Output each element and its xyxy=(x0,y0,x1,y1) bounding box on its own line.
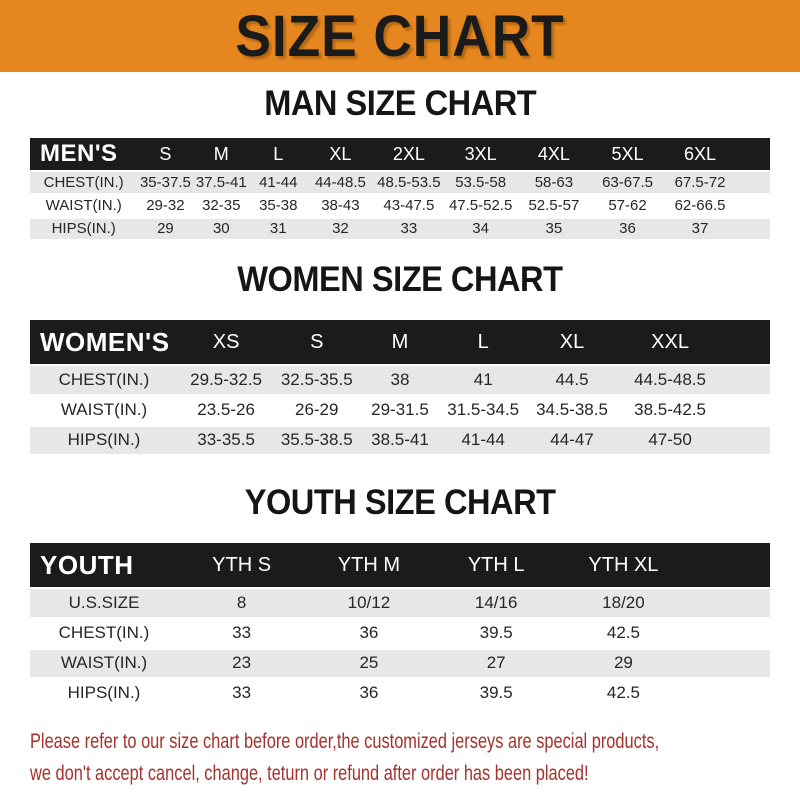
cell-filler xyxy=(687,678,770,708)
banner xyxy=(0,0,800,72)
column-header: S xyxy=(274,320,359,365)
row-label: U.S.SIZE xyxy=(68,592,140,612)
row-label: HIPS(IN.) xyxy=(67,430,141,449)
column-header: YTH L xyxy=(433,543,560,588)
row-label: WAIST(IN.) xyxy=(60,400,148,419)
header-filler xyxy=(687,543,770,588)
table-cell: 35-38 xyxy=(259,197,298,214)
youth-size-table-host xyxy=(30,543,770,710)
table-cell: 41-44 xyxy=(259,173,298,191)
size-table xyxy=(30,138,770,242)
table-row xyxy=(30,395,770,425)
table-cell: 32.5-35.5 xyxy=(280,369,353,389)
table-header-row xyxy=(30,320,770,365)
cell-filler xyxy=(687,648,770,678)
table-cell: 14/16 xyxy=(474,592,518,612)
table-cell: 52.5-57 xyxy=(528,197,580,214)
table-cell: 38-43 xyxy=(321,197,360,214)
table-cell: 26-29 xyxy=(294,400,339,419)
table-cell: 32-35 xyxy=(202,197,241,214)
table-cell: 35-37.5 xyxy=(139,173,191,191)
table-row xyxy=(30,648,770,678)
column-header: YTH XL xyxy=(560,543,687,588)
column-header: M xyxy=(359,320,440,365)
men-section-heading-text: MAN SIZE CHART xyxy=(264,84,536,123)
column-header: 4XL xyxy=(517,138,591,171)
column-header: XL xyxy=(307,138,373,171)
table-cell: 33 xyxy=(400,220,418,237)
row-label: HIPS(IN.) xyxy=(67,683,141,702)
table-cell: 42.5 xyxy=(606,683,640,702)
table-cell: 41 xyxy=(473,369,493,389)
column-header: S xyxy=(137,138,193,171)
table-cell: 38 xyxy=(390,369,410,389)
size-table xyxy=(30,320,770,457)
table-cell: 33 xyxy=(232,623,252,642)
row-label: CHEST(IN.) xyxy=(43,173,124,191)
table-cell: 29 xyxy=(157,220,174,237)
table-cell: 32 xyxy=(332,220,349,237)
cell-filler xyxy=(736,194,770,217)
table-cell: 44-48.5 xyxy=(314,173,366,191)
column-header: L xyxy=(249,138,307,171)
table-cell: 36 xyxy=(359,683,379,702)
youth-section-heading xyxy=(0,483,800,523)
table-cell: 47-50 xyxy=(648,430,692,449)
table-cell: 23.5-26 xyxy=(197,400,255,419)
row-label: WAIST(IN.) xyxy=(60,653,148,672)
table-cell: 31.5-34.5 xyxy=(447,400,520,419)
size-table xyxy=(30,543,770,710)
table-cell: 63-67.5 xyxy=(602,173,653,191)
table-cell: 33 xyxy=(232,683,252,702)
table-corner-label: WOMEN'S xyxy=(30,320,178,365)
column-header: 2XL xyxy=(373,138,444,171)
table-row xyxy=(30,365,770,395)
column-header: M xyxy=(194,138,250,171)
table-cell: 10/12 xyxy=(347,592,391,612)
table-cell: 39.5 xyxy=(479,623,513,642)
table-cell: 29.5-32.5 xyxy=(190,369,263,389)
table-cell: 23 xyxy=(232,653,252,672)
youth-section-heading-text: YOUTH SIZE CHART xyxy=(244,483,556,522)
table-cell: 37.5-41 xyxy=(195,173,247,191)
table-cell: 48.5-53.5 xyxy=(377,173,441,191)
women-size-table-host xyxy=(30,320,770,457)
column-header: 6XL xyxy=(664,138,736,171)
table-cell: 41-44 xyxy=(461,430,505,449)
men-size-table-host xyxy=(30,138,770,242)
header-filler xyxy=(722,320,770,365)
table-cell: 43-47.5 xyxy=(383,197,435,214)
column-header: YTH S xyxy=(178,543,305,588)
table-cell: 18/20 xyxy=(602,592,645,612)
column-header: XXL xyxy=(618,320,722,365)
cell-filler xyxy=(722,365,770,395)
table-header-row xyxy=(30,138,770,171)
table-cell: 44-47 xyxy=(550,430,594,449)
table-row xyxy=(30,425,770,455)
table-corner-label: YOUTH xyxy=(30,543,178,588)
table-cell: 36 xyxy=(619,220,636,237)
cell-filler xyxy=(736,217,770,240)
cell-filler xyxy=(687,588,770,618)
table-cell: 39.5 xyxy=(479,683,513,702)
row-label: HIPS(IN.) xyxy=(51,220,116,237)
header-filler xyxy=(736,138,770,171)
table-cell: 31 xyxy=(269,220,287,237)
table-cell: 38.5-41 xyxy=(371,430,429,449)
men-section-heading xyxy=(0,84,800,124)
table-cell: 36 xyxy=(359,623,379,642)
table-cell: 29-32 xyxy=(146,197,185,214)
table-row xyxy=(30,618,770,648)
table-row xyxy=(30,588,770,618)
table-cell: 27 xyxy=(486,653,506,672)
table-cell: 33-35.5 xyxy=(197,430,255,449)
table-cell: 25 xyxy=(359,653,379,672)
table-cell: 44.5-48.5 xyxy=(634,369,706,389)
disclaimer-line-2: we don't accept cancel, change, teturn or refund after order has been placed! xyxy=(30,762,589,785)
cell-filler xyxy=(722,395,770,425)
row-label: CHEST(IN.) xyxy=(58,623,150,642)
table-row xyxy=(30,678,770,708)
women-section-heading-text: WOMEN SIZE CHART xyxy=(237,260,563,299)
disclaimer-line-1: Please refer to our size chart before order,the customized jerseys are special products, xyxy=(30,730,660,753)
table-cell: 8 xyxy=(236,592,247,612)
table-corner-label: MEN'S xyxy=(30,138,137,171)
table-row xyxy=(30,194,770,217)
row-label: WAIST(IN.) xyxy=(45,197,122,214)
column-header: 5XL xyxy=(591,138,664,171)
column-header: L xyxy=(441,320,526,365)
table-cell: 62-66.5 xyxy=(674,197,726,214)
table-cell: 35 xyxy=(545,220,563,237)
table-cell: 67.5-72 xyxy=(674,173,726,191)
table-cell: 29 xyxy=(613,653,633,672)
column-header: 3XL xyxy=(444,138,517,171)
table-row xyxy=(30,217,770,240)
disclaimer xyxy=(30,726,790,790)
table-cell: 30 xyxy=(212,220,230,237)
column-header: XL xyxy=(526,320,619,365)
cell-filler xyxy=(736,171,770,194)
table-cell: 58-63 xyxy=(534,173,574,191)
table-cell: 34.5-38.5 xyxy=(536,400,608,419)
column-header: XS xyxy=(178,320,274,365)
table-cell: 44.5 xyxy=(555,369,589,389)
banner-title: SIZE CHART xyxy=(235,3,565,69)
row-label: CHEST(IN.) xyxy=(58,369,150,389)
table-cell: 42.5 xyxy=(606,623,640,642)
women-section-heading xyxy=(0,260,800,300)
table-cell: 38.5-42.5 xyxy=(634,400,706,419)
cell-filler xyxy=(687,618,770,648)
cell-filler xyxy=(722,425,770,455)
table-cell: 53.5-58 xyxy=(455,173,507,191)
table-cell: 29-31.5 xyxy=(371,400,429,419)
table-cell: 37 xyxy=(691,220,709,237)
table-cell: 35.5-38.5 xyxy=(280,430,353,449)
table-header-row xyxy=(30,543,770,588)
column-header: YTH M xyxy=(305,543,432,588)
table-cell: 47.5-52.5 xyxy=(448,197,513,214)
table-row xyxy=(30,171,770,194)
table-cell: 34 xyxy=(472,220,489,237)
table-cell: 57-62 xyxy=(608,197,647,214)
